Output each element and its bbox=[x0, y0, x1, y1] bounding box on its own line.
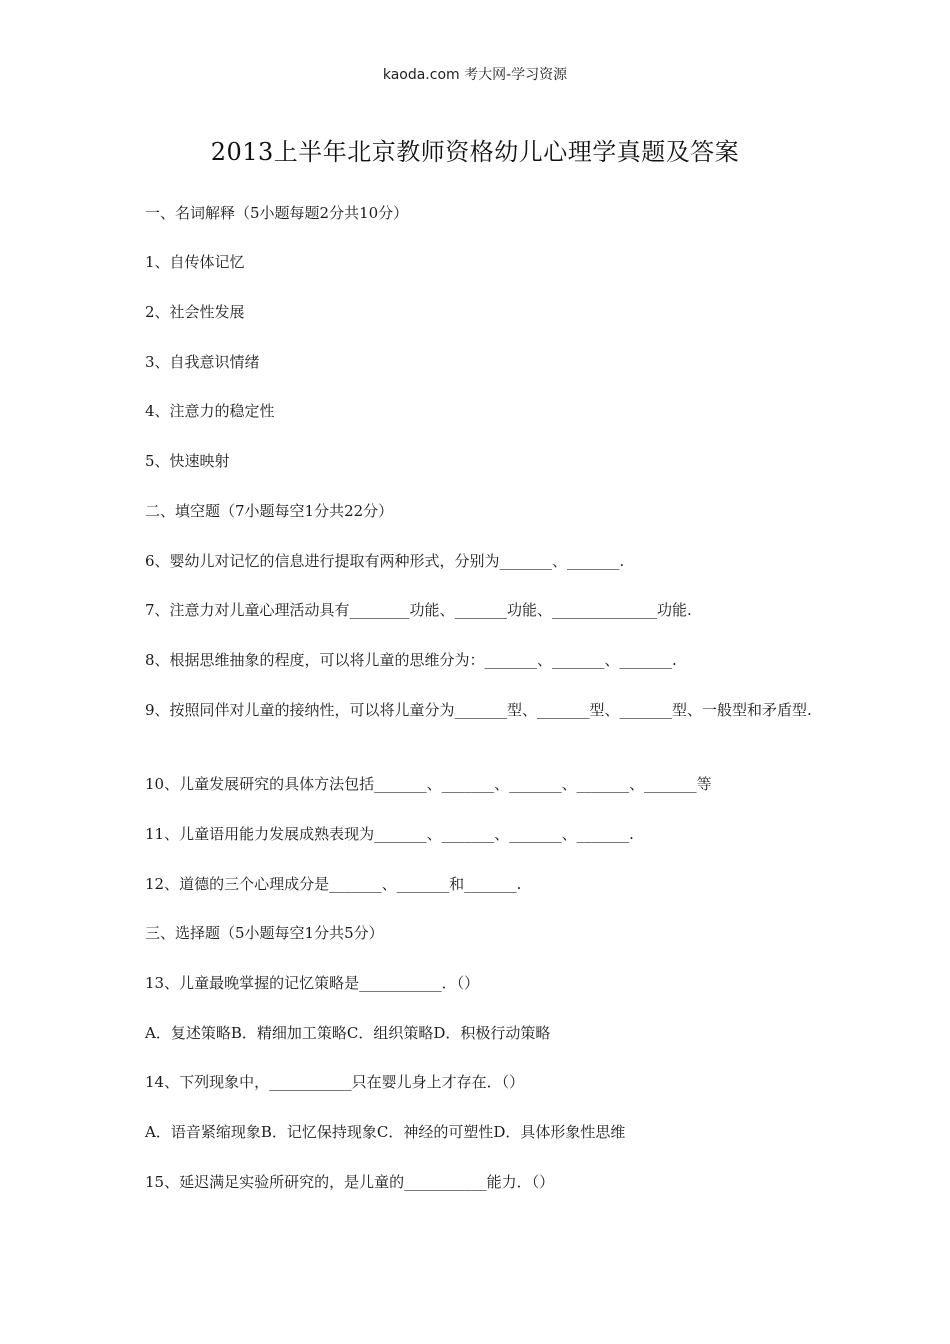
question-9: 9、按照同伴对儿童的接纳性，可以将儿童分为_______型、_______型、_______型、一般型和矛盾型. bbox=[145, 701, 812, 719]
question-15: 15、延迟满足实验所研究的，是儿童的___________能力．（） bbox=[145, 1173, 555, 1191]
section-heading-2: 二、填空题（7小题每空1分共22分） bbox=[145, 502, 394, 520]
question-14-options: A．语音紧缩现象B．记忆保持现象C．神经的可塑性D．具体形象性思维 bbox=[145, 1123, 626, 1141]
question-1: 1、自传体记忆 bbox=[145, 253, 245, 271]
question-7: 7、注意力对儿童心理活动具有________功能、_______功能、______________功能. bbox=[145, 601, 692, 619]
question-12: 12、道德的三个心理成分是_______、_______和_______. bbox=[145, 875, 522, 893]
section-heading-3: 三、选择题（5小题每空1分共5分） bbox=[145, 924, 384, 942]
section-heading-1: 一、名词解释（5小题每题2分共10分） bbox=[145, 204, 409, 222]
document-title: 2013上半年北京教师资格幼儿心理学真题及答案 bbox=[210, 138, 740, 166]
question-3: 3、自我意识情绪 bbox=[145, 353, 260, 371]
question-13-options: A．复述策略B．精细加工策略C．组织策略D．积极行动策略 bbox=[145, 1024, 551, 1042]
question-13: 13、儿童最晚掌握的记忆策略是___________．（） bbox=[145, 974, 480, 992]
question-11: 11、儿童语用能力发展成熟表现为_______、_______、_______、_______. bbox=[145, 825, 634, 843]
question-2: 2、社会性发展 bbox=[145, 303, 245, 321]
question-8: 8、根据思维抽象的程度，可以将儿童的思维分为：_______、_______、_______. bbox=[145, 651, 677, 669]
question-10: 10、儿童发展研究的具体方法包括_______、_______、_______、_______、_______等 bbox=[145, 775, 712, 793]
question-6: 6、婴幼儿对记忆的信息进行提取有两种形式，分别为_______、_______. bbox=[145, 552, 625, 570]
question-4: 4、注意力的稳定性 bbox=[145, 402, 275, 420]
question-5: 5、快速映射 bbox=[145, 452, 230, 470]
page-header: kaoda.com 考大网-学习资源 bbox=[382, 67, 568, 83]
question-14: 14、下列现象中，___________只在婴儿身上才存在．（） bbox=[145, 1073, 525, 1091]
